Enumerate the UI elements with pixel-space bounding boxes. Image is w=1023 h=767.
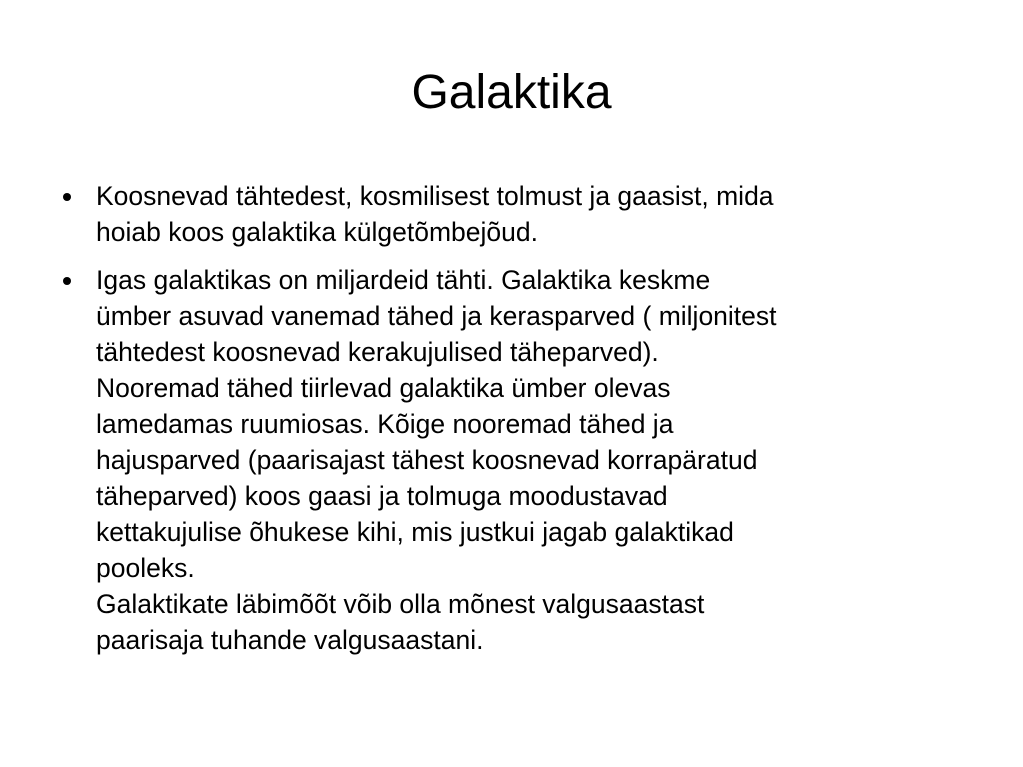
bullet-text-line: Nooremad tähed tiirlevad galaktika ümber olevas bbox=[96, 373, 671, 403]
bullet-text-line: lamedamas ruumiosas. Kõige nooremad tähed ja bbox=[96, 409, 674, 439]
bullet-text-line: tähtedest koosnevad kerakujulised täheparved). bbox=[96, 337, 659, 367]
bullet-list bbox=[0, 178, 1023, 670]
bullet-dot-icon bbox=[63, 193, 71, 201]
bullet-item-2 bbox=[0, 262, 976, 658]
bullet-text-line: Galaktikate läbimõõt võib olla mõnest valgusaastast bbox=[96, 589, 705, 619]
bullet-text-line: hoiab koos galaktika külgetõmbejõud. bbox=[96, 217, 538, 247]
bullet-text-line: Igas galaktikas on miljardeid tähti. Galaktika keskme bbox=[96, 265, 711, 295]
bullet-text-line: hajusparved (paarisajast tähest koosnevad korrapäratud bbox=[96, 445, 758, 475]
bullet-text-line: kettakujulise õhukese kihi, mis justkui jagab galaktikad bbox=[96, 517, 734, 547]
bullet-dot-icon bbox=[63, 277, 71, 285]
bullet-text-line: paarisaja tuhande valgusaastani. bbox=[96, 625, 484, 655]
bullet-item-1 bbox=[0, 178, 976, 250]
bullet-text-line: täheparved) koos gaasi ja tolmuga moodustavad bbox=[96, 481, 668, 511]
slide-title: Galaktika bbox=[411, 66, 612, 119]
bullet-text-line: ümber asuvad vanemad tähed ja kerasparved ( miljonitest bbox=[96, 301, 777, 331]
bullet-text-line: Koosnevad tähtedest, kosmilisest tolmust ja gaasist, mida bbox=[96, 181, 774, 211]
bullet-text-line: pooleks. bbox=[96, 553, 195, 583]
